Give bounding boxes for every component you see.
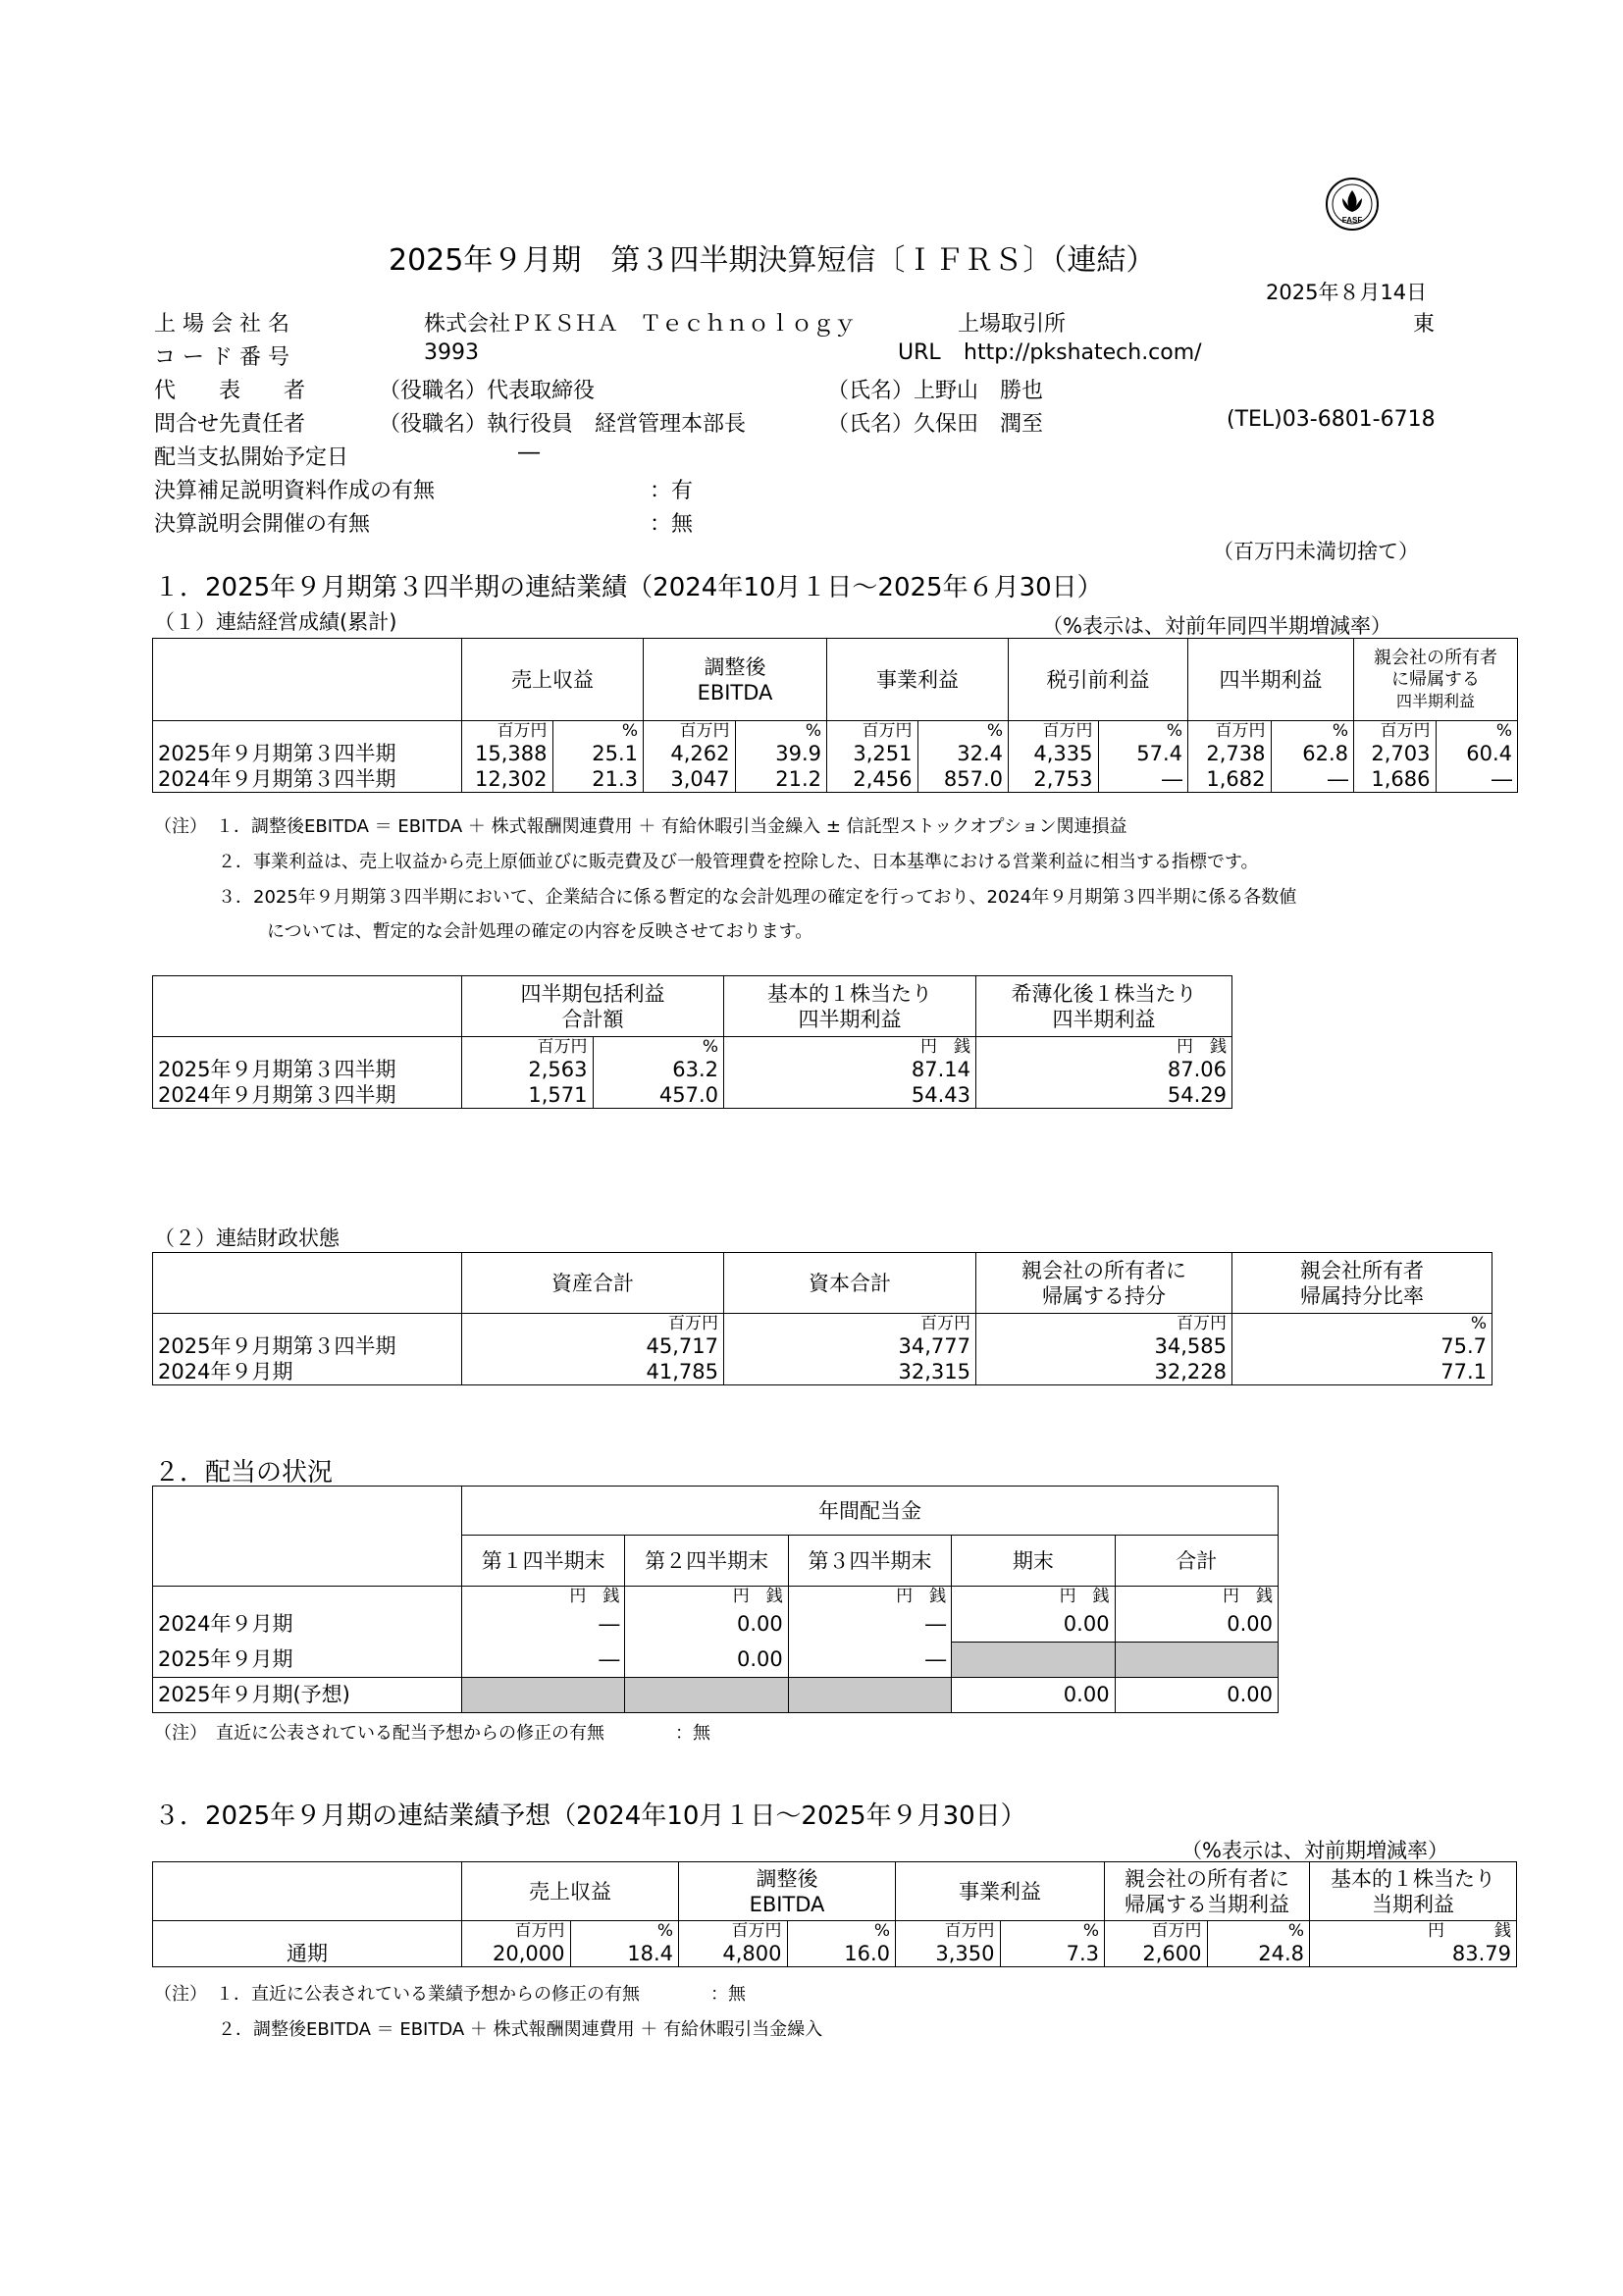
table-cell: 2025年９月期 [153, 1642, 462, 1677]
company-name-label: 上 場 会 社 名 [154, 312, 289, 337]
table-cell: % [1000, 1921, 1105, 1942]
table-cell: 3,047 [644, 766, 736, 793]
table-cell: 32.4 [917, 741, 1009, 766]
table-cell: 売上収益 [462, 1862, 679, 1921]
table-cell: 18.4 [570, 1941, 679, 1967]
table-cell: 第１四半期末 [462, 1536, 625, 1587]
sec1-note-2: ２．事業利益は、売上収益から売上原価並びに販売費及び一般管理費を控除した、日本基準における営業利益に相当する指標です。 [218, 852, 1259, 872]
table-cell: 調整後 EBITDA [679, 1862, 896, 1921]
table-cell: 百万円 [1188, 721, 1272, 742]
table-cell: 34,585 [976, 1333, 1232, 1359]
col-pretax: 税引前利益 [1009, 639, 1188, 721]
table-cell: ― [788, 1642, 951, 1677]
table-cell: 60.4 [1436, 741, 1518, 766]
url-label: URL [898, 340, 941, 365]
table-cell: 457.0 [593, 1082, 724, 1109]
table-cell: 百万円 [1105, 1921, 1208, 1942]
table-cell: 0.00 [1115, 1677, 1278, 1712]
table-cell: 年間配当金 [462, 1487, 1279, 1536]
logo-text: FASF [1341, 216, 1363, 225]
forecast-pct-note: （%表示は、対前期増減率） [1181, 1839, 1448, 1862]
table-cell: 1,571 [462, 1082, 594, 1109]
table-cell: % [917, 721, 1009, 742]
table-cell: 24.8 [1207, 1941, 1310, 1967]
table-cell: 75.7 [1232, 1333, 1492, 1359]
supp-value: ：有 [650, 479, 694, 503]
rep-label: 代 表 者 [154, 379, 306, 403]
table-cell: 0.00 [1115, 1606, 1278, 1642]
rep-title: （役職名）代表取締役 [379, 379, 596, 403]
table-cell: 2025年９月期第３四半期 [153, 1057, 462, 1082]
table-cell: 25.1 [552, 741, 644, 766]
table-header-row [153, 976, 1232, 1037]
table-cell: 1,686 [1354, 766, 1437, 793]
table-cell [625, 1677, 788, 1712]
contact-tel: (TEL)03-6801-6718 [1227, 407, 1436, 432]
table-cell: 2025年９月期第３四半期 [153, 741, 462, 766]
table-cell: 12,302 [462, 766, 553, 793]
table-cell: 2024年９月期第３四半期 [153, 766, 462, 793]
rounding-note: （百万円未満切捨て） [1213, 540, 1419, 563]
table-header-row [153, 1587, 1279, 1607]
table-cell: 合計 [1115, 1536, 1278, 1587]
table-header-row [153, 1253, 1492, 1314]
table-cell: 21.3 [552, 766, 644, 793]
code-value: 3993 [424, 340, 479, 365]
url-value[interactable]: http://pkshatech.com/ [964, 340, 1202, 365]
table-cell: 親会社所有者 帰属持分比率 [1232, 1253, 1492, 1314]
section1-heading: １．2025年９月期第３四半期の連結業績（2024年10月１日～2025年６月30日） [154, 573, 1103, 602]
table-cell: ― [1098, 766, 1188, 793]
section3-heading: ３．2025年９月期の連結業績予想（2024年10月１日～2025年９月30日） [154, 1801, 1026, 1831]
table-header-row [153, 1314, 1492, 1334]
table-cell: 3,350 [896, 1941, 1001, 1967]
table-cell: 0.00 [952, 1606, 1115, 1642]
table-cell: 百万円 [462, 1037, 594, 1058]
table-row [153, 1941, 1517, 1967]
table-cell: 百万円 [644, 721, 736, 742]
table-cell: 4,262 [644, 741, 736, 766]
table-cell [788, 1677, 951, 1712]
contact-title: （役職名）執行役員 経営管理本部長 [379, 412, 747, 437]
financial-position-table [152, 1252, 1492, 1385]
briefing-label: 決算説明会開催の有無 [154, 512, 371, 537]
table-cell: 857.0 [917, 766, 1009, 793]
forecast-table [152, 1861, 1517, 1967]
exchange-label: 上場取引所 [958, 312, 1067, 337]
dividend-date-label: 配当支払開始予定日 [154, 445, 349, 470]
table-cell: 15,388 [462, 741, 553, 766]
table-cell: 円 銭 [1310, 1921, 1517, 1942]
table-row [153, 1082, 1232, 1109]
table-cell: 円 銭 [724, 1037, 976, 1058]
table-cell: 63.2 [593, 1057, 724, 1082]
company-name-value: 株式会社ＰＫＳＨＡ Ｔｅｃｈｎｏｌｏｇｙ [424, 312, 857, 337]
table-cell: 0.00 [952, 1677, 1115, 1712]
operating-results-table [152, 638, 1518, 793]
table-header-row [153, 1921, 1517, 1942]
col-quarter-profit: 四半期利益 [1188, 639, 1354, 721]
table-cell: 32,315 [724, 1359, 976, 1385]
table-header-row [153, 1037, 1232, 1058]
col-revenue: 売上収益 [462, 639, 644, 721]
table-cell: 希薄化後１株当たり 四半期利益 [976, 976, 1232, 1037]
table-cell: 20,000 [462, 1941, 571, 1967]
table-cell: 54.29 [976, 1082, 1232, 1109]
table-cell: 0.00 [625, 1642, 788, 1677]
table-cell: ― [462, 1642, 625, 1677]
table-cell: 資産合計 [462, 1253, 724, 1314]
table-cell: 2,753 [1009, 766, 1099, 793]
dividend-table [152, 1486, 1279, 1713]
table-cell: % [570, 1921, 679, 1942]
col-owner-profit: 親会社の所有者 に帰属する 四半期利益 [1354, 639, 1518, 721]
table-cell: 83.79 [1310, 1941, 1517, 1967]
table-cell: 2024年９月期 [153, 1359, 462, 1385]
table-cell: % [787, 1921, 896, 1942]
table-cell: 円 銭 [462, 1587, 625, 1607]
table-cell: 41,785 [462, 1359, 724, 1385]
table-cell: % [1207, 1921, 1310, 1942]
page-title: 2025年９月期 第３四半期決算短信〔ＩＦＲＳ〕（連結） [389, 243, 1156, 278]
table-cell: 0.00 [625, 1606, 788, 1642]
table-cell: 第２四半期末 [625, 1536, 788, 1587]
table-row [153, 766, 1518, 793]
table-cell: 基本的１株当たり 当期利益 [1310, 1862, 1517, 1921]
table-row [153, 1677, 1279, 1712]
table-row [153, 1333, 1492, 1359]
table-cell: 百万円 [679, 1921, 788, 1942]
table-cell [462, 1677, 625, 1712]
table-cell: 第３四半期末 [788, 1536, 951, 1587]
table-row [153, 1606, 1279, 1642]
section1-sub: （１）連結経営成績(累計) [154, 610, 397, 634]
table-cell: 45,717 [462, 1333, 724, 1359]
table-cell: 期末 [952, 1536, 1115, 1587]
col-business-profit: 事業利益 [827, 639, 1009, 721]
table-header-row [153, 639, 1518, 721]
table-cell: 2,703 [1354, 741, 1437, 766]
briefing-value: ：無 [650, 512, 694, 537]
dividend-note: （注） 直近に公表されている配当予想からの修正の有無 ：無 [154, 1723, 710, 1744]
table-cell: 2,456 [827, 766, 918, 793]
table-cell [153, 1862, 462, 1921]
table-cell: 円 銭 [952, 1587, 1115, 1607]
table-cell: 2,600 [1105, 1941, 1208, 1967]
table-cell: 2,738 [1188, 741, 1272, 766]
sec1-note-4: については、暫定的な会計処理の確定の内容を反映させております。 [267, 921, 813, 942]
supp-label: 決算補足説明資料作成の有無 [154, 479, 436, 503]
table-cell: ― [462, 1606, 625, 1642]
table-cell: 39.9 [735, 741, 827, 766]
table-row [153, 1359, 1492, 1385]
table-cell: 4,800 [679, 1941, 788, 1967]
table-row [153, 1642, 1279, 1677]
table-cell: 通期 [153, 1941, 462, 1967]
sec1-note-1: （注） １．調整後EBITDA ＝ EBITDA ＋ 株式報酬関連費用 ＋ 有給休暇引当金繰入 ± 信託型ストックオプション関連損益 [154, 816, 1127, 837]
col-ebitda: 調整後 EBITDA [644, 639, 827, 721]
section2-heading: ２．配当の状況 [154, 1458, 334, 1487]
table-cell: % [1098, 721, 1188, 742]
table-cell [153, 1921, 462, 1942]
table-cell: 77.1 [1232, 1359, 1492, 1385]
header-blank [153, 639, 462, 721]
table-cell: 円 銭 [788, 1587, 951, 1607]
table-cell: % [1232, 1314, 1492, 1334]
table-cell: 62.8 [1271, 741, 1354, 766]
table-cell [153, 1487, 462, 1587]
eps-table [152, 975, 1232, 1109]
table-cell [1115, 1642, 1278, 1677]
code-label: コ ー ド 番 号 [154, 345, 289, 370]
table-cell: 3,251 [827, 741, 918, 766]
exchange-value: 東 [1413, 312, 1436, 337]
table-header-row [153, 1487, 1279, 1536]
table-cell: 16.0 [787, 1941, 896, 1967]
table-row [153, 1057, 1232, 1082]
contact-name: （氏名）久保田 潤至 [827, 412, 1044, 437]
table-cell: 21.2 [735, 766, 827, 793]
sec1-note-3: ３．2025年９月期第３四半期において、企業結合に係る暫定的な会計処理の確定を行っており、2024年９月期第３四半期に係る各数値 [218, 887, 1297, 908]
table-cell: 百万円 [896, 1921, 1001, 1942]
table-cell: % [1436, 721, 1518, 742]
table-cell: 資本合計 [724, 1253, 976, 1314]
forecast-note-1: （注） １．直近に公表されている業績予想からの修正の有無 ：無 [154, 1984, 746, 2005]
table-cell: % [1271, 721, 1354, 742]
table-cell: 1,682 [1188, 766, 1272, 793]
table-cell: 基本的１株当たり 四半期利益 [724, 976, 976, 1037]
table-cell: ― [1271, 766, 1354, 793]
table-cell: 4,335 [1009, 741, 1099, 766]
table-cell [153, 1314, 462, 1334]
table-cell: 百万円 [976, 1314, 1232, 1334]
table-header-row [153, 721, 1518, 742]
table-cell [153, 976, 462, 1037]
report-date: 2025年８月14日 [1266, 281, 1428, 304]
forecast-note-2: ２．調整後EBITDA ＝ EBITDA ＋ 株式報酬関連費用 ＋ 有給休暇引当金繰入 [218, 2019, 823, 2040]
table-cell: 百万円 [1354, 721, 1437, 742]
table-cell: % [552, 721, 644, 742]
table-cell: 2024年９月期 [153, 1606, 462, 1642]
table-cell: ― [1436, 766, 1518, 793]
table-cell: 円 銭 [976, 1037, 1232, 1058]
fasf-logo [1325, 177, 1380, 232]
table-cell: 87.06 [976, 1057, 1232, 1082]
table-cell: 57.4 [1098, 741, 1188, 766]
table-cell: 2,563 [462, 1057, 594, 1082]
table-cell: 百万円 [827, 721, 918, 742]
table-cell: 百万円 [462, 1314, 724, 1334]
table-cell: 百万円 [462, 1921, 571, 1942]
table-cell [153, 721, 462, 742]
table-cell: % [735, 721, 827, 742]
table-cell: 32,228 [976, 1359, 1232, 1385]
table-cell: 7.3 [1000, 1941, 1105, 1967]
fin-sub: （２）連結財政状態 [154, 1226, 340, 1250]
table-cell [153, 1587, 462, 1607]
table-header-row [153, 1862, 1517, 1921]
table-cell: % [593, 1037, 724, 1058]
dividend-date-value: ― [518, 441, 540, 465]
table-cell [952, 1642, 1115, 1677]
table-cell: ― [788, 1606, 951, 1642]
table-cell: 親会社の所有者に 帰属する当期利益 [1105, 1862, 1310, 1921]
table-cell: 87.14 [724, 1057, 976, 1082]
table-cell [153, 1037, 462, 1058]
table-cell: 事業利益 [896, 1862, 1105, 1921]
contact-label: 問合せ先責任者 [154, 412, 306, 437]
table-row [153, 741, 1518, 766]
table-cell: 2025年９月期(予想) [153, 1677, 462, 1712]
table-cell: 円 銭 [1115, 1587, 1278, 1607]
table-cell: 円 銭 [625, 1587, 788, 1607]
table-cell: 百万円 [462, 721, 553, 742]
table-cell: 親会社の所有者に 帰属する持分 [976, 1253, 1232, 1314]
table-cell: 百万円 [724, 1314, 976, 1334]
table-cell: 54.43 [724, 1082, 976, 1109]
table-cell [153, 1253, 462, 1314]
table-cell: 2025年９月期第３四半期 [153, 1333, 462, 1359]
rep-name: （氏名）上野山 勝也 [827, 379, 1044, 403]
table-cell: 百万円 [1009, 721, 1099, 742]
table-cell: 34,777 [724, 1333, 976, 1359]
table-cell: 2024年９月期第３四半期 [153, 1082, 462, 1109]
table-cell: 四半期包括利益 合計額 [462, 976, 724, 1037]
section1-pct-note: （%表示は、対前年同四半期増減率） [1042, 614, 1391, 638]
